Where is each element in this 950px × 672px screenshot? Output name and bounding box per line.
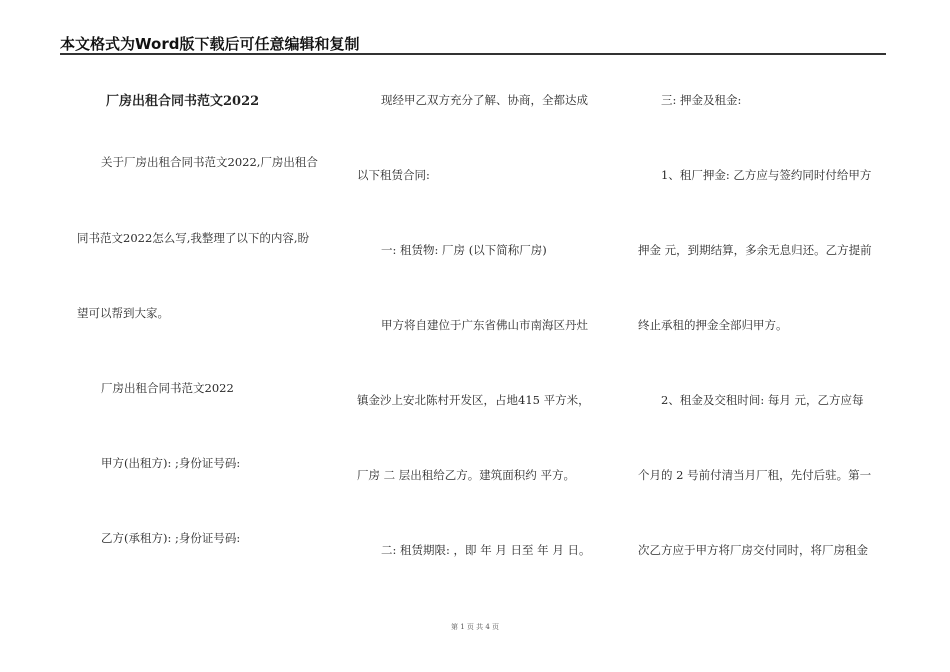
paragraph-line: 厂房出租合同书范文2022 bbox=[101, 381, 234, 395]
paragraph-line: 个月的 2 号前付清当月厂租，先付后驻。第一 bbox=[638, 468, 872, 482]
page-number: 第 1 页 共 4 页 bbox=[450, 623, 500, 631]
paragraph-line: 1、租厂押金: 乙方应与签约同时付给甲方 bbox=[661, 168, 872, 182]
paragraph-line: 甲方(出租方): ;身份证号码: bbox=[101, 456, 241, 470]
paragraph-line: 三: 押金及租金: bbox=[661, 93, 742, 107]
paragraph-line: 二: 租赁期限: ，即 年 月 日至 年 月 日。 bbox=[381, 543, 591, 557]
paragraph-line: 一: 租赁物: 厂房 (以下简称厂房) bbox=[381, 243, 547, 257]
paragraph-line: 厂房 二 层出租给乙方。建筑面积约 平方。 bbox=[357, 468, 575, 482]
paragraph-line: 现经甲乙双方充分了解、协商，全都达成 bbox=[381, 93, 588, 107]
paragraph-line: 关于厂房出租合同书范文2022,厂房出租合 bbox=[101, 155, 318, 169]
paragraph-line: 同书范文2022怎么写,我整理了以下的内容,盼 bbox=[77, 231, 310, 245]
paragraph-line: 望可以帮到大家。 bbox=[77, 306, 169, 320]
paragraph-line: 押金 元，到期结算，多余无息归还。乙方提前 bbox=[638, 243, 872, 257]
paragraph-line: 以下租赁合同: bbox=[357, 168, 430, 182]
paragraph-line: 终止承租的押金全部归甲方。 bbox=[638, 318, 788, 332]
paragraph-line: 甲方将自建位于广东省佛山市南海区丹灶 bbox=[381, 318, 588, 332]
paragraph-line: 镇金沙上安北陈村开发区，占地415 平方米， bbox=[357, 393, 590, 407]
paragraph-line: 次乙方应于甲方将厂房交付同时，将厂房租金 bbox=[638, 543, 868, 557]
paragraph-line: 乙方(承租方): ;身份证号码: bbox=[101, 531, 241, 545]
header-divider bbox=[60, 53, 886, 55]
document-title: 厂房出租合同书范文2022 bbox=[106, 94, 260, 109]
paragraph-line: 2、租金及交租时间: 每月 元，乙方应每 bbox=[661, 393, 864, 407]
header-title: 本文格式为Word版下载后可任意编辑和复制 bbox=[60, 35, 360, 53]
